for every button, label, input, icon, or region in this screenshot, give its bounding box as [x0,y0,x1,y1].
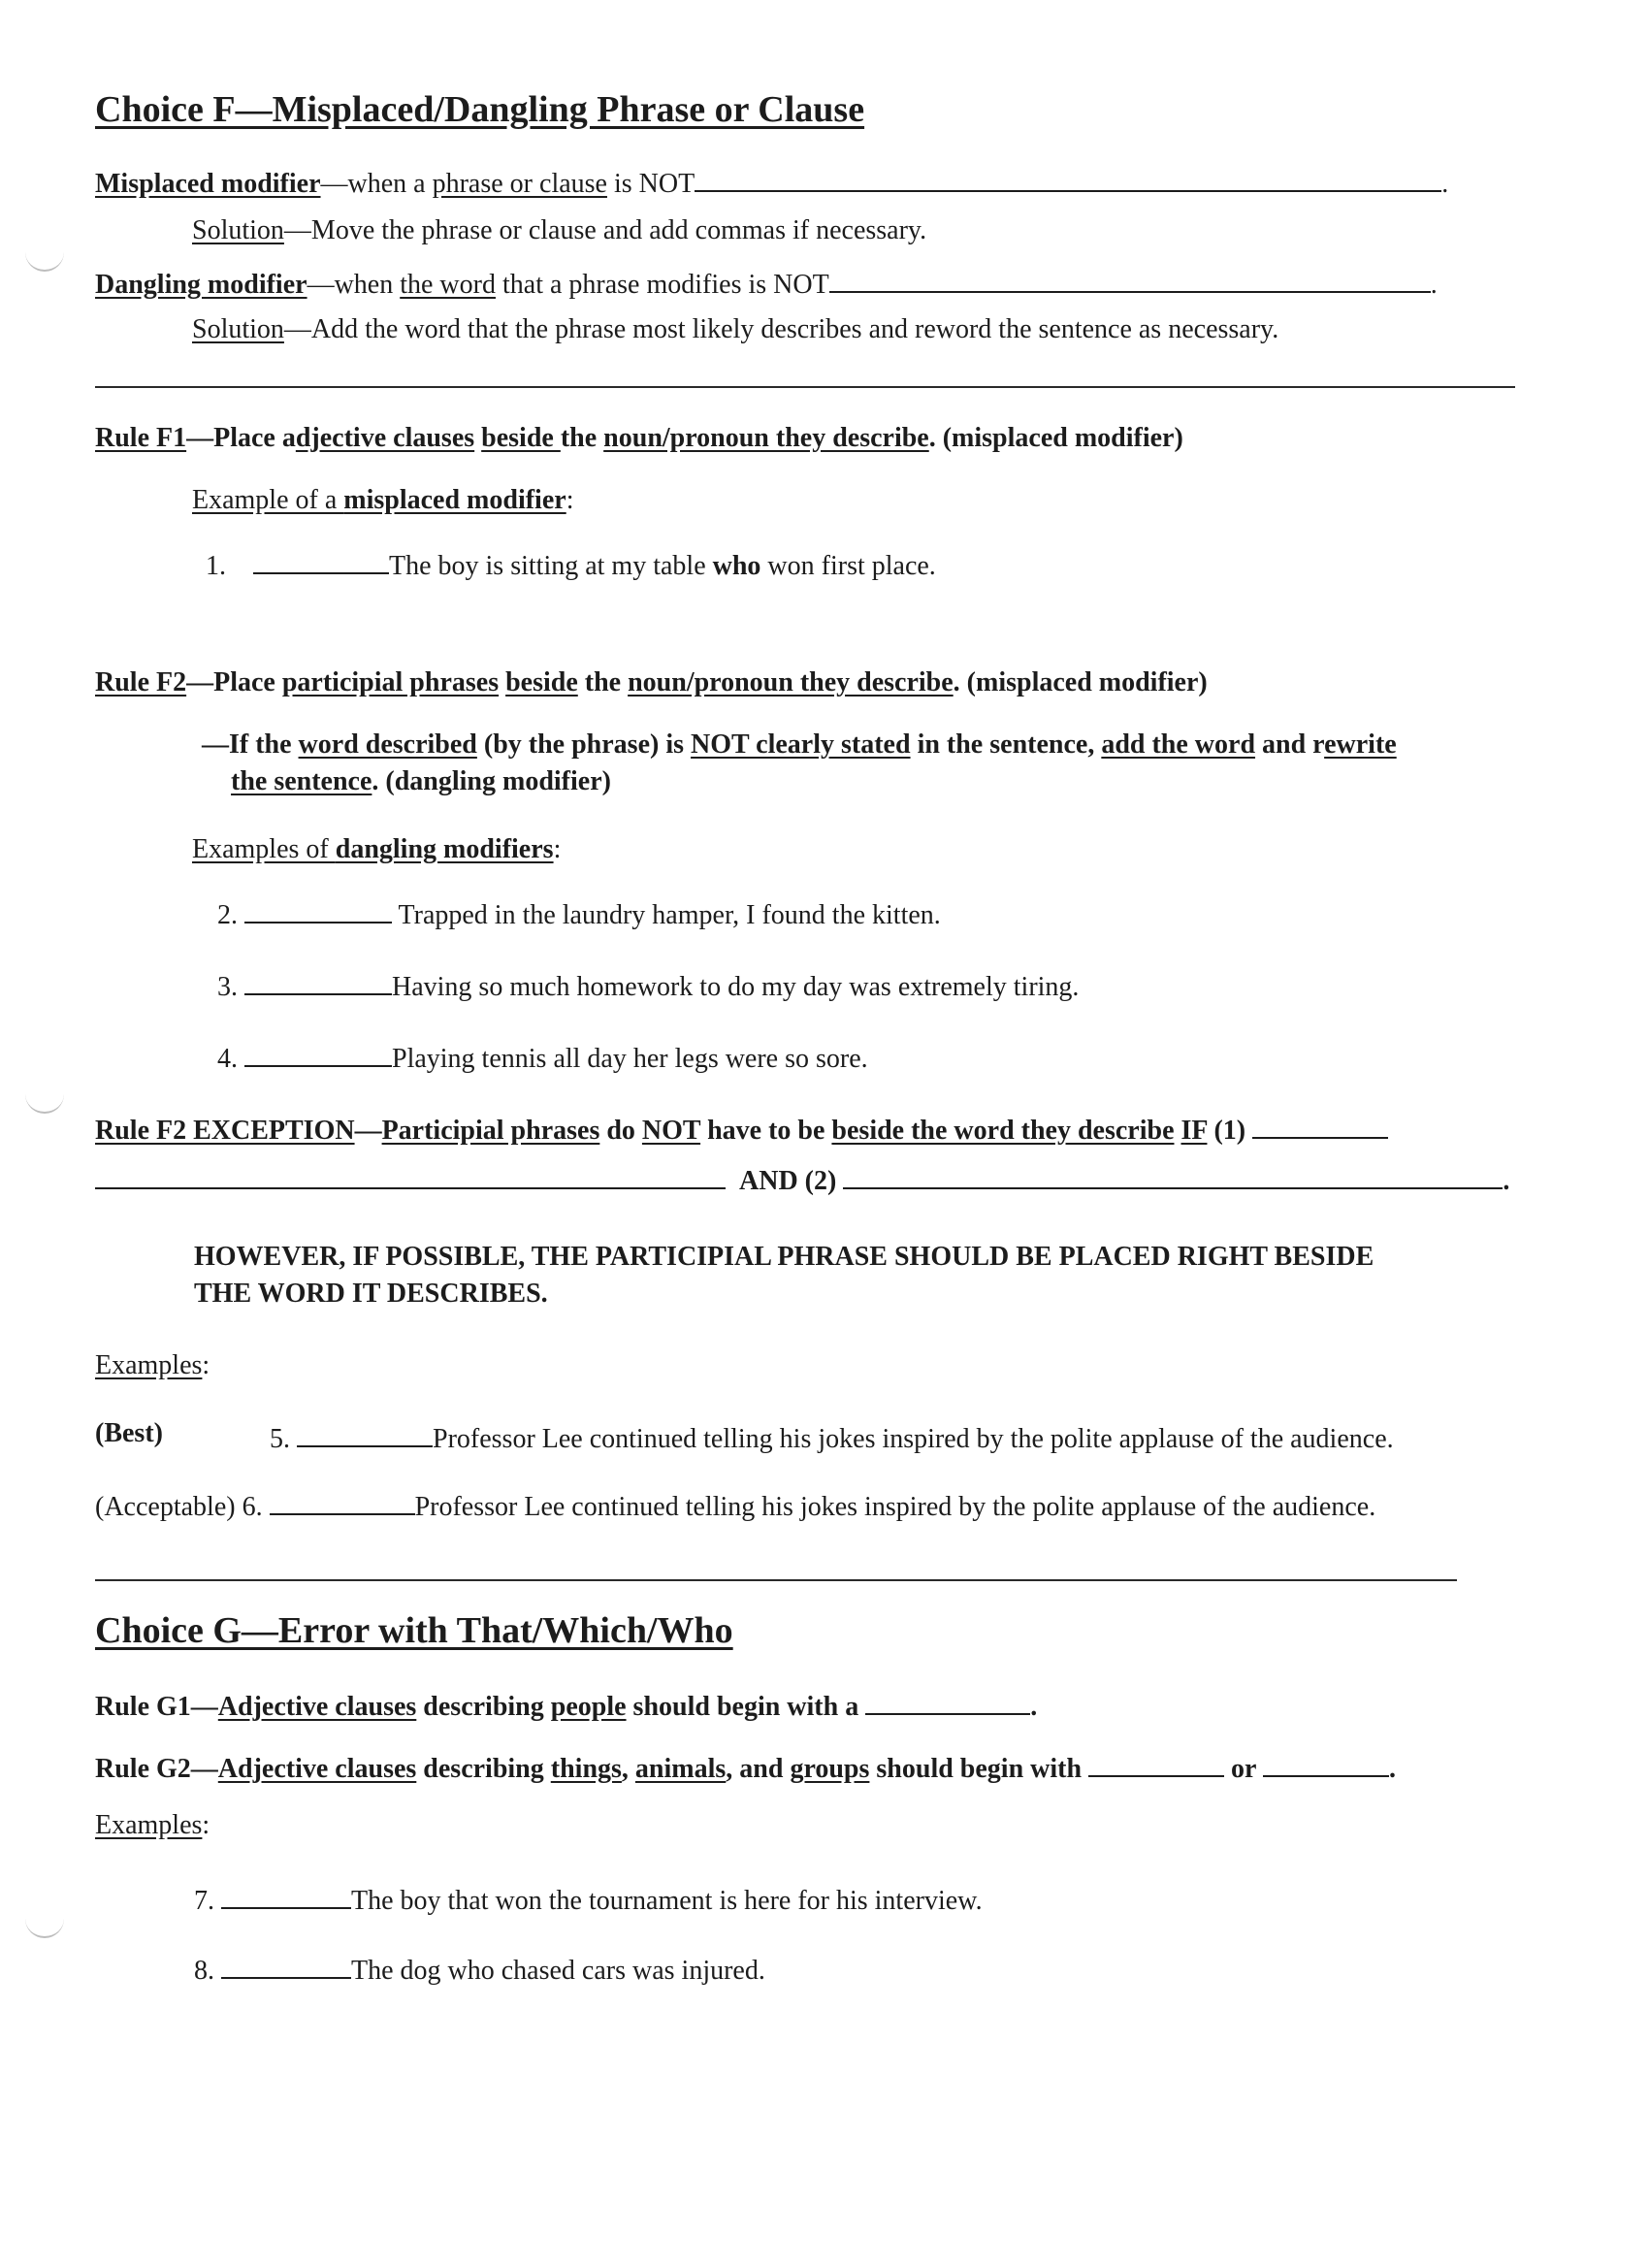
rule-f1: Rule F1—Place adjective clauses beside the noun/pronoun they describe. (misplaced modifier) [95,423,1183,453]
answer-blank[interactable] [244,1038,392,1067]
rule-f2-sub-line2: the sentence. (dangling modifier) [231,766,611,796]
misplaced-modifier-term: Misplaced modifier [95,169,321,199]
answer-blank[interactable] [843,1160,1503,1189]
answer-blank[interactable] [244,894,392,923]
answer-blank[interactable] [253,545,389,574]
answer-blank[interactable] [1252,1110,1388,1139]
solution-label: Solution [192,314,284,344]
answer-blank[interactable] [221,1880,351,1909]
dangling-modifier-definition: Dangling modifier—when the word that a phrase modifies is NOT . [95,264,1438,301]
solution-2: Solution—Add the word that the phrase most likely describes and reword the sentence as necessary. [192,314,1279,344]
dangling-modifier-term: Dangling modifier [95,270,307,300]
exercise-item: 2. Trapped in the laundry hamper, I found the kitten. [217,894,941,931]
rule-f1-example-label: Example of a misplaced modifier: [192,485,574,515]
rule-g2: Rule G2—Adjective clauses describing things, animals, and groups should begin with or . [95,1748,1396,1785]
answer-blank[interactable] [865,1686,1030,1715]
choice-g-examples-label: Examples: [95,1810,210,1840]
answer-blank[interactable] [1088,1748,1224,1777]
answer-blank[interactable] [244,966,392,995]
best-example-item: 5. Professor Lee continued telling his jokes inspired by the polite applause of the audience. [270,1418,1394,1455]
answer-blank[interactable] [221,1950,351,1979]
rule-f2-examples-label: Examples of dangling modifiers: [192,834,562,864]
acceptable-example: (Acceptable) 6. Professor Lee continued telling his jokes inspired by the polite applause of the audience. [95,1486,1375,1523]
answer-blank[interactable] [95,1160,726,1189]
solution-label: Solution [192,215,284,245]
however-note-line1: HOWEVER, IF POSSIBLE, THE PARTICIPIAL PHRASE SHOULD BE PLACED RIGHT BESIDE [194,1242,1374,1272]
exercise-item: 1. The boy is sitting at my table who won first place. [206,545,936,582]
best-example: (Best) [95,1418,163,1448]
exercise-item: 4. Playing tennis all day her legs were so sore. [217,1038,868,1075]
rule-f2-exception: Rule F2 EXCEPTION—Participial phrases do NOT have to be beside the word they describe IF (1) [95,1110,1388,1147]
answer-blank[interactable] [297,1418,433,1447]
however-note-line2: THE WORD IT DESCRIBES. [194,1279,548,1309]
section-divider [95,386,1515,388]
solution-1: Solution—Move the phrase or clause and add commas if necessary. [192,215,927,245]
rule-f2-sub: —If the word described (by the phrase) is NOT clearly stated in the sentence, add the word and rewrite [202,729,1397,760]
exercise-item: 7. The boy that won the tournament is here for his interview. [194,1880,983,1917]
answer-blank[interactable] [829,264,1431,293]
exercise-item: 3. Having so much homework to do my day was extremely tiring. [217,966,1079,1003]
rule-g1: Rule G1—Adjective clauses describing people should begin with a . [95,1686,1037,1723]
answer-blank[interactable] [695,163,1441,192]
choice-g-heading: Choice G—Error with That/Which/Who [95,1610,733,1651]
answer-blank[interactable] [270,1486,415,1515]
exercise-item: 8. The dog who chased cars was injured. [194,1950,765,1987]
punch-hole-mark [25,244,64,272]
punch-hole-mark [25,1911,64,1938]
punch-hole-mark [25,1086,64,1114]
rule-f2-exception-line2: AND (2) . [95,1160,1509,1197]
rule-f2: Rule F2—Place participial phrases beside the noun/pronoun they describe. (misplaced modifier) [95,667,1208,697]
misplaced-modifier-definition: Misplaced modifier—when a phrase or clause is NOT . [95,163,1448,200]
section-divider [95,1579,1457,1581]
exception-examples-label: Examples: [95,1350,210,1380]
choice-f-heading: Choice F—Misplaced/Dangling Phrase or Clause [95,89,865,130]
answer-blank[interactable] [1263,1748,1389,1777]
